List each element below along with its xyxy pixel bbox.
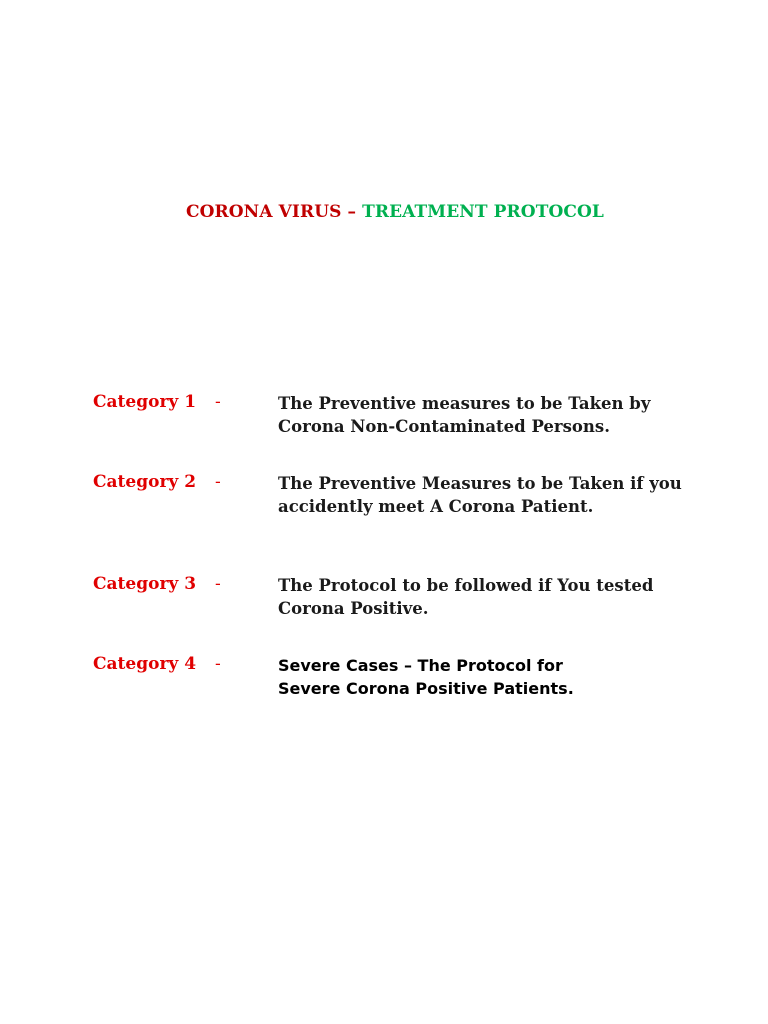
category-label: Category 1 <box>93 392 197 412</box>
category-description: Severe Cases – The Protocol for Severe Corona Positive Patients. <box>278 656 574 698</box>
category-description: The Preventive measures to be Taken by Corona Non-Contaminated Persons. <box>278 394 651 436</box>
title-separator: – <box>341 202 363 222</box>
category-label: Category 3 <box>93 574 197 594</box>
document-title <box>186 202 604 222</box>
category-description: The Preventive Measures to be Taken if you accidently meet A Corona Patient. <box>278 474 682 516</box>
category-separator: - <box>215 574 221 594</box>
category-label: Category 4 <box>93 654 197 674</box>
category-separator: - <box>215 472 221 492</box>
title-part-green: TREATMENT PROTOCOL <box>362 202 604 222</box>
category-description: The Protocol to be followed if You tested Corona Positive. <box>278 576 654 618</box>
category-separator: - <box>215 654 221 674</box>
category-separator: - <box>215 392 221 412</box>
category-label: Category 2 <box>93 472 197 492</box>
title-part-red: CORONA VIRUS <box>186 202 342 222</box>
